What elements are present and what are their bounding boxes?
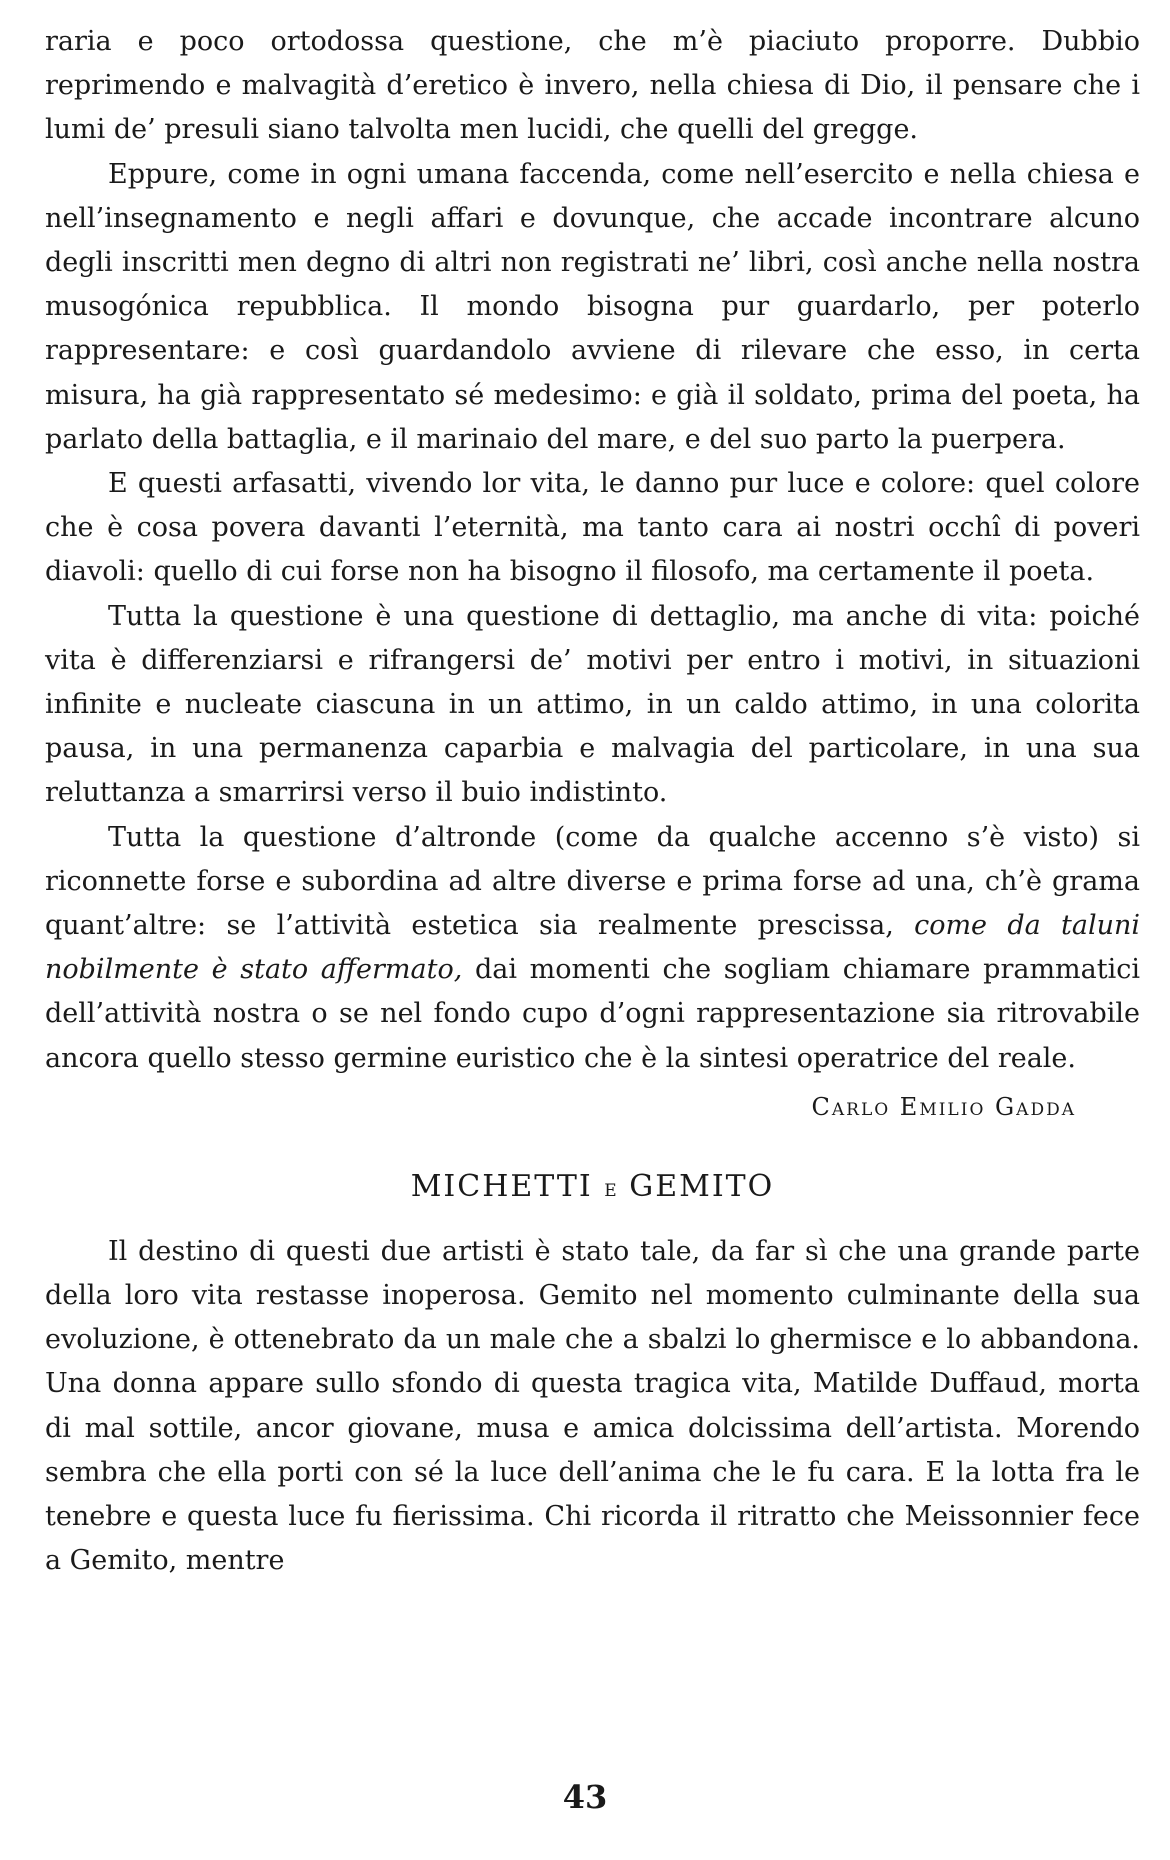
essay-paragraph-5-text-a: Tutta la questione d’altronde (come da qualche accenno s’è visto) si riconnette forse e subordina ad altre diverse e prima forse ad una, ch’è grama quant’altre: se l’attività estetica sia realmente prescissa,	[45, 821, 1140, 942]
page-number: 43	[562, 1778, 608, 1816]
essay-paragraph-5-text-b: dai momenti che sogliam chiamare prammatici dell’attività nostra o se nel fondo cupo d’ogni rappresentazione sia ritrovabile ancora quello stesso germine euristico che è la sintesi operatrice del reale.	[45, 954, 1140, 1074]
section-title-part-2: GEMITO	[629, 1168, 775, 1204]
essay-paragraph-4: Tutta la questione è una questione di dettaglio, ma anche di vita: poiché vita è differenziarsi e rifrangersi de’ motivi per entro i motivi, in situazioni infinite e nucleate ciascuna in un attimo, in un caldo attimo, in una colorita pausa, in una permanenza caparbia e malvagia del particolare, in una sua reluttanza a smarrirsi verso il buio indistinto.	[45, 600, 1140, 809]
section-title-part-1: MICHETTI	[410, 1168, 593, 1204]
section-title-connective: e	[604, 1173, 618, 1202]
essay-paragraph-3: E questi arfasatti, vivendo lor vita, le danno pur luce e colore: quel colore che è cosa povera davanti l’eternità, ma tanto cara ai nostri occhî di poveri diavoli: quello di cui forse non ha bisogno il filosofo, ma certamente il poeta.	[45, 468, 1140, 588]
book-page	[45, 20, 1140, 1840]
essay-paragraph-2: Eppure, come in ogni umana faccenda, come nell’esercito e nella chiesa e nell’insegnamento e negli affari e dovunque, che accade incontrare alcuno degli inscritti men degno di altri non registrati ne’ libri, così anche nella nostra musogónica repubblica. Il mondo bisogna pur guardarlo, per poterlo rappresentare: e così guardandolo avviene di rilevare che esso, in certa misura, ha già rappresentato sé medesimo: e già il soldato, prima del poeta, ha parlato della battaglia, e il marinaio del mare, e del suo parto la puerpera.	[45, 158, 1140, 455]
author-signature: Carlo Emilio Gadda	[811, 1092, 1076, 1121]
essay-paragraph-5	[45, 816, 1140, 1081]
essay-paragraph-1: raria e poco ortodossa questione, che m’è piaciuto proporre. Dubbio reprimendo e malvagità d’eretico è invero, nella chiesa di Dio, il pensare che i lumi de’ presuli siano talvolta men lucidi, che quelli del gregge.	[45, 26, 1140, 146]
essay-paragraph-5-italic-phrase: come da taluni nobilmente è stato affermato,	[45, 910, 1140, 986]
section-paragraph-1: Il destino di questi due artisti è stato tale, da far sì che una grande parte della loro vita restasse inoperosa. Gemito nel momento culminante della sua evoluzione, è ottenebrato da un male che a sbalzi lo ghermisce e lo abbandona. Una donna appare sullo sfondo di questa tragica vita, Matilde Duffaud, morta di mal sottile, ancor giovane, musa e amica dolcissima dell’artista. Morendo sembra che ella porti con sé la luce dell’anima che le fu cara. E la lotta fra le tenebre e questa luce fu fierissima. Chi ricorda il ritratto che Meissonnier fece a Gemito, mentre	[45, 1235, 1140, 1577]
section-title	[45, 1165, 1140, 1210]
